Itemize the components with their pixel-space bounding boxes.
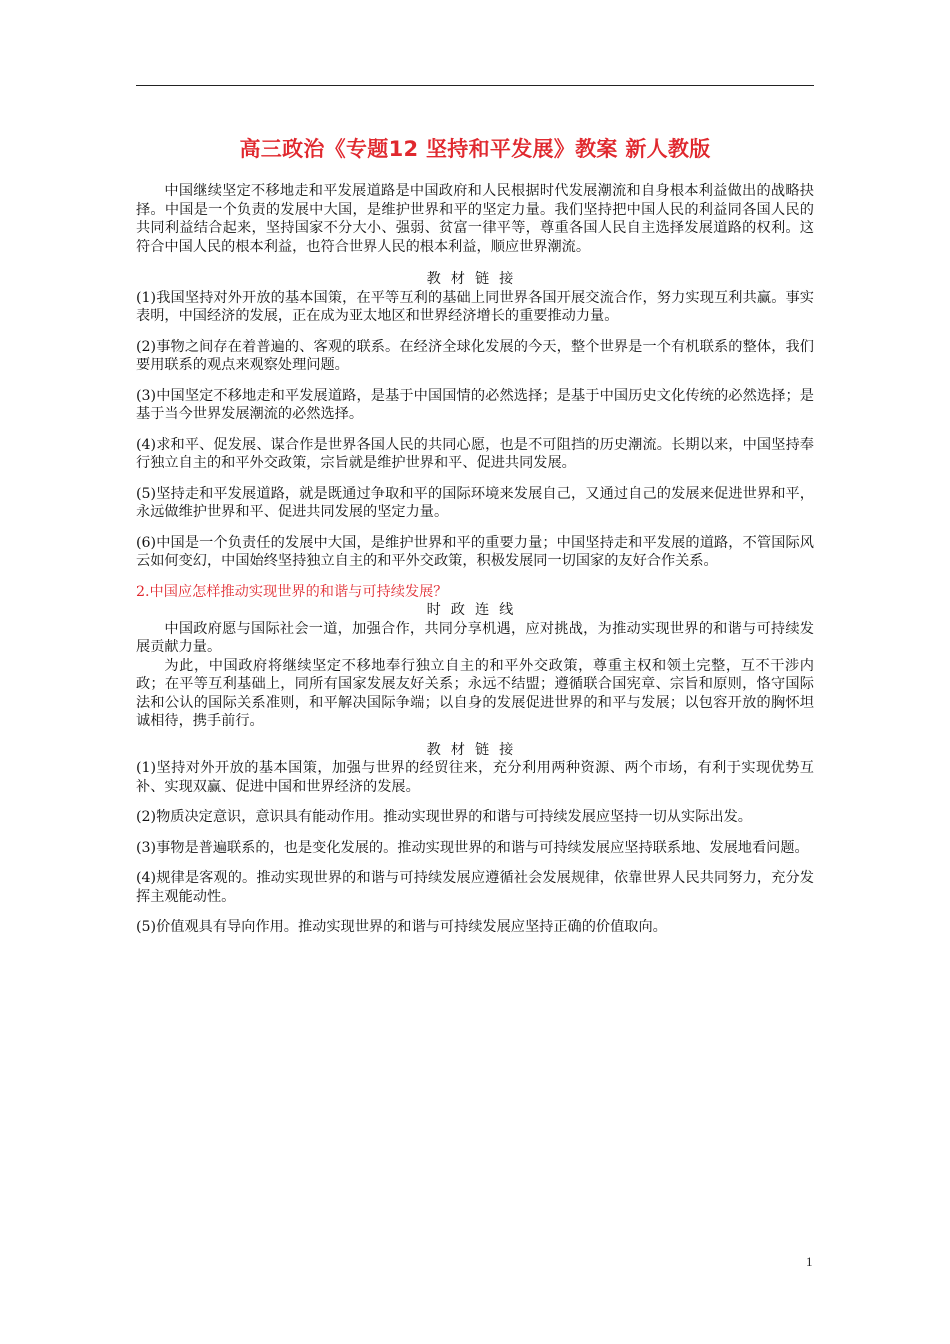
- spacer: [136, 256, 814, 270]
- intro-paragraph: 中国继续坚定不移地走和平发展道路是中国政府和人民根据时代发展潮流和自身根本利益做出的战略抉择。中国是一个负责的发展中大国，是维护世界和平的坚定力量。我们坚持把中国人民的利益同各国人民的共同利益结合起来，坚持国家不分大小、强弱、贫富一律平等，尊重各国人民自主选择发展道路的权利。这符合中国人民的根本利益，也符合世界人民的根本利益，顺应世界潮流。: [136, 183, 814, 255]
- list-item: (3)事物是普遍联系的，也是变化发展的。推动实现世界的和谐与可持续发展应坚持联系地、发展地看问题。: [136, 839, 809, 856]
- list-item: (6)中国是一个负责任的发展中大国，是维护世界和平的重要力量；中国坚持走和平发展的道路，不管国际风云如何变幻，中国始终坚持独立自主的和平外交政策，积极发展同一切国家的友好合作关系。: [136, 534, 814, 569]
- list-item: (5)价值观具有导向作用。推动实现世界的和谐与可持续发展应坚持正确的价值取向。: [136, 919, 667, 935]
- section-heading-current-affairs: 时政连线: [426, 602, 524, 618]
- list-item: (3)中国坚定不移地走和平发展道路，是基于中国国情的必然选择；是基于中国历史文化传统的必然选择；是基于当今世界发展潮流的必然选择。: [136, 387, 814, 422]
- document-title: 高三政治《专题12 坚持和平发展》教案 新人教版: [239, 137, 711, 161]
- textbook-list-2: [136, 759, 814, 937]
- list-item: (2)事物之间存在着普遍的、客观的联系。在经济全球化发展的今天，整个世界是一个有机联系的整体，我们要用联系的观点来观察处理问题。: [136, 338, 814, 373]
- spacer: [136, 731, 814, 741]
- list-item: (1)坚持对外开放的基本国策，加强与世界的经贸往来，充分利用两种资源、两个市场，有利于实现优势互补、实现双赢、促进中国和世界经济的发展。: [136, 760, 814, 795]
- header-rule: [136, 85, 814, 86]
- list-item: (2)物质决定意识，意识具有能动作用。推动实现世界的和谐与可持续发展应坚持一切从实际出发。: [136, 809, 752, 825]
- page-number: 1: [806, 1254, 813, 1269]
- textbook-list-1: [136, 289, 814, 571]
- list-item: (5)坚持走和平发展道路，就是既通过争取和平的国际环境来发展自己，又通过自己的发展来促进世界和平，永远做维护世界和平、促进共同发展的坚定力量。: [136, 485, 814, 520]
- list-item: (4)规律是客观的。推动实现世界的和谐与可持续发展应遵循社会发展规律，依靠世界人民共同努力，充分发挥主观能动性。: [136, 870, 814, 905]
- section-heading-textbook-2: 教材链接: [426, 741, 524, 758]
- question-heading: 2.中国应怎样推动实现世界的和谐与可持续发展？: [136, 583, 448, 600]
- document-body: [136, 182, 814, 949]
- current-affairs-paragraph: 为此，中国政府将继续坚定不移地奉行独立自主的和平外交政策，尊重主权和领土完整，互不干涉内政；在平等互利基础上，同所有国家发展友好关系；永远不结盟；遵循联合国宪章、宗旨和原则，恪守国际法和公认的国际关系准则，和平解决国际争端；以自身的发展促进世界的和平与发展；以包容开放的胸怀坦诚相待，携手前行。: [136, 657, 814, 729]
- section-heading-textbook-1: 教材链接: [426, 271, 524, 287]
- current-affairs-paragraph: 中国政府愿与国际社会一道，加强合作，共同分享机遇，应对挑战，为推动实现世界的和谐与可持续发展贡献力量。: [136, 620, 814, 655]
- list-item: (4)求和平、促发展、谋合作是世界各国人民的共同心愿，也是不可阻挡的历史潮流。长期以来，中国坚持奉行独立自主的和平外交政策，宗旨就是维护世界和平、促进共同发展。: [136, 436, 814, 471]
- list-item: (1)我国坚持对外开放的基本国策，在平等互利的基础上同世界各国开展交流合作，努力实现互利共赢。事实表明，中国经济的发展，正在成为亚太地区和世界经济增长的重要推动力量。: [136, 289, 814, 324]
